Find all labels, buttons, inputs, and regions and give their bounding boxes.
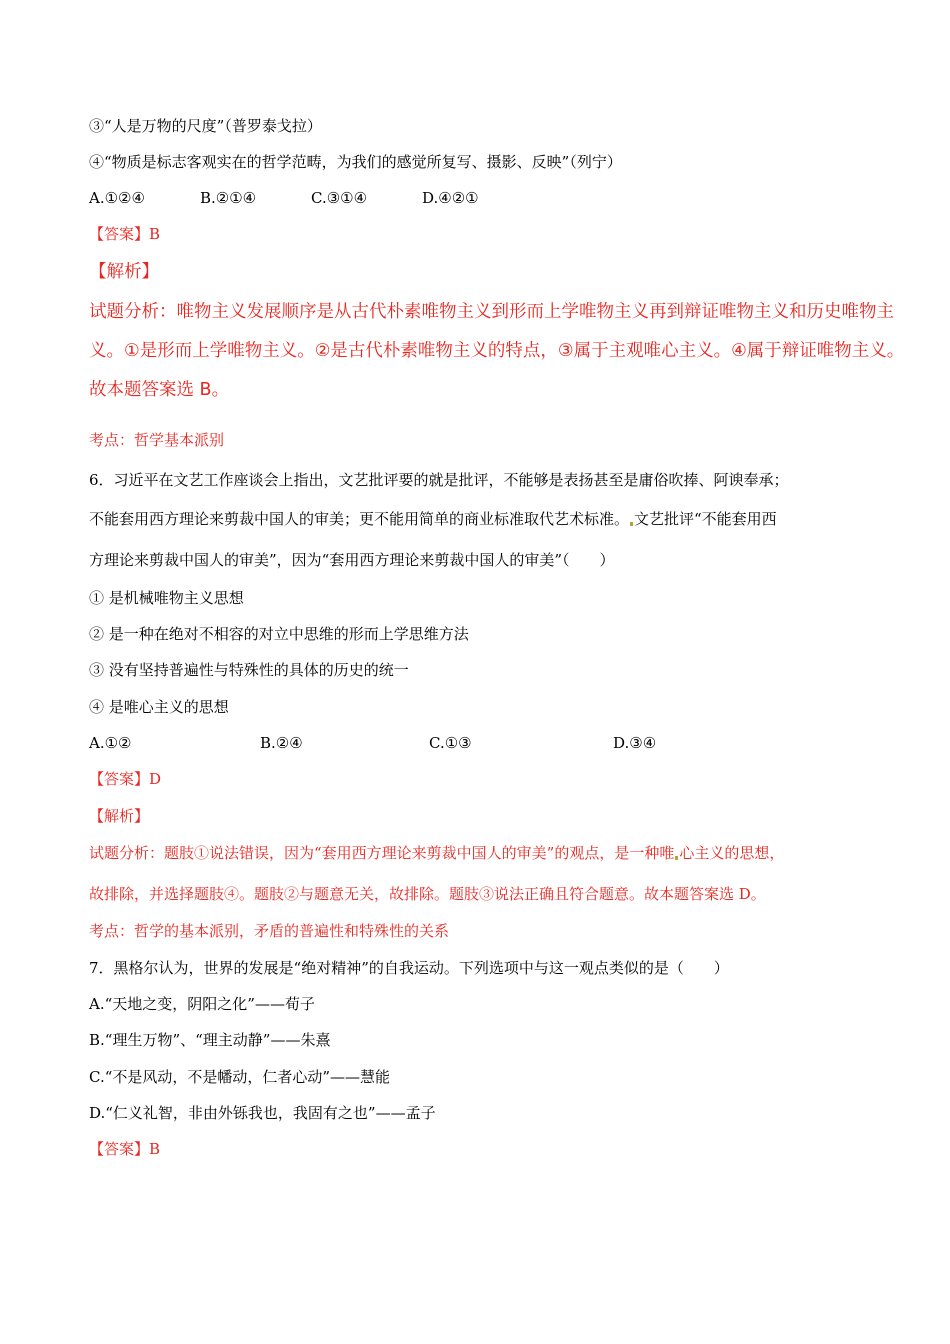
q5-analysis-heading: 【解析】 <box>89 262 159 282</box>
q6-option-c: C.①③ <box>429 734 472 752</box>
mark-dot <box>630 522 633 526</box>
q6-item-2: ② 是一种在绝对不相容的对立中思维的形而上学思维方法 <box>89 625 469 643</box>
q7-answer: 【答案】B <box>89 1140 161 1158</box>
q6-item-1: ① 是机械唯物主义思想 <box>89 589 244 607</box>
q6-stem-line-1: 6．习近平在文艺工作座谈会上指出，文艺批评要的就是批评，不能够是表扬甚至是庸俗吹捧、阿谀奉承； <box>89 471 789 489</box>
q6-stem-line-2 <box>89 509 777 529</box>
q7-option-d: D.“仁义礼智，非由外铄我也，我固有之也”——孟子 <box>89 1104 436 1122</box>
q6-stem-line-2a: 不能套用西方理论来剪裁中国人的审美；更不能用简单的商业标准取代艺术标准。 <box>89 510 630 528</box>
q5-analysis-line-1: 试题分析：唯物主义发展顺序是从古代朴素唯物主义到形而上学唯物主义再到辩证唯物主义和历史唯物主 <box>89 302 894 322</box>
q7-option-a: A.“天地之变，阴阳之化”——荀子 <box>89 995 315 1013</box>
mark-dot <box>675 856 678 860</box>
q6-analysis-line-2: 故排除，并选择题肢④。题肢②与题意无关，故排除。题肢③说法正确且符合题意。故本题答案选 D。 <box>89 885 766 903</box>
q6-item-3: ③ 没有坚持普遍性与特殊性的具体的历史的统一 <box>89 661 409 679</box>
q6-stem-line-3: 方理论来剪裁中国人的审美”，因为“套用西方理论来剪裁中国人的审美”（ ） <box>89 551 615 569</box>
q5-options <box>89 188 869 208</box>
q5-kaodian: 考点：哲学基本派别 <box>89 431 225 449</box>
q5-analysis-line-3: 故本题答案选 B。 <box>89 380 230 400</box>
q7-option-c: C.“不是风动，不是幡动，仁者心动”——慧能 <box>89 1068 391 1086</box>
q6-stem-line-2b: 文艺批评“不能套用西 <box>634 510 777 528</box>
q6-option-a: A.①② <box>89 734 132 752</box>
q6-item-4: ④ 是唯心主义的思想 <box>89 698 229 716</box>
q6-kaodian: 考点：哲学的基本派别，矛盾的普遍性和特殊性的关系 <box>89 922 450 940</box>
q6-analysis-line-1 <box>89 843 784 863</box>
q5-analysis-line-2: 义。①是形而上学唯物主义。②是古代朴素唯物主义的特点，③属于主观唯心主义。④属于辩证唯物主义。 <box>89 341 905 361</box>
q5-item-4: ④“物质是标志客观实在的哲学范畴，为我们的感觉所复写、摄影、反映”（列宁） <box>89 153 622 171</box>
q5-option-d: D.④②① <box>422 189 479 207</box>
q6-analysis-line-1b: 心主义的思想， <box>679 844 785 862</box>
q6-option-b: B.②④ <box>260 734 303 752</box>
q5-option-b: B.②①④ <box>200 189 257 207</box>
q6-analysis-line-1a: 试题分析：题肢①说法错误，因为“套用西方理论来剪裁中国人的审美”的观点，是一种唯 <box>89 844 675 862</box>
q5-answer: 【答案】B <box>89 225 161 243</box>
q7-option-b: B.“理生万物”、“理主动静”——朱熹 <box>89 1031 331 1049</box>
q5-option-c: C.③①④ <box>311 189 368 207</box>
q5-item-3: ③“人是万物的尺度”（普罗泰戈拉） <box>89 117 322 135</box>
q7-stem: 7．黑格尔认为，世界的发展是“绝对精神”的自我运动。下列选项中与这一观点类似的是（ ） <box>89 959 729 977</box>
q5-option-a: A.①②④ <box>89 189 145 207</box>
q6-answer: 【答案】D <box>89 770 162 788</box>
q6-options <box>89 733 869 753</box>
q6-analysis-heading: 【解析】 <box>89 807 150 825</box>
q6-option-d: D.③④ <box>613 734 657 752</box>
